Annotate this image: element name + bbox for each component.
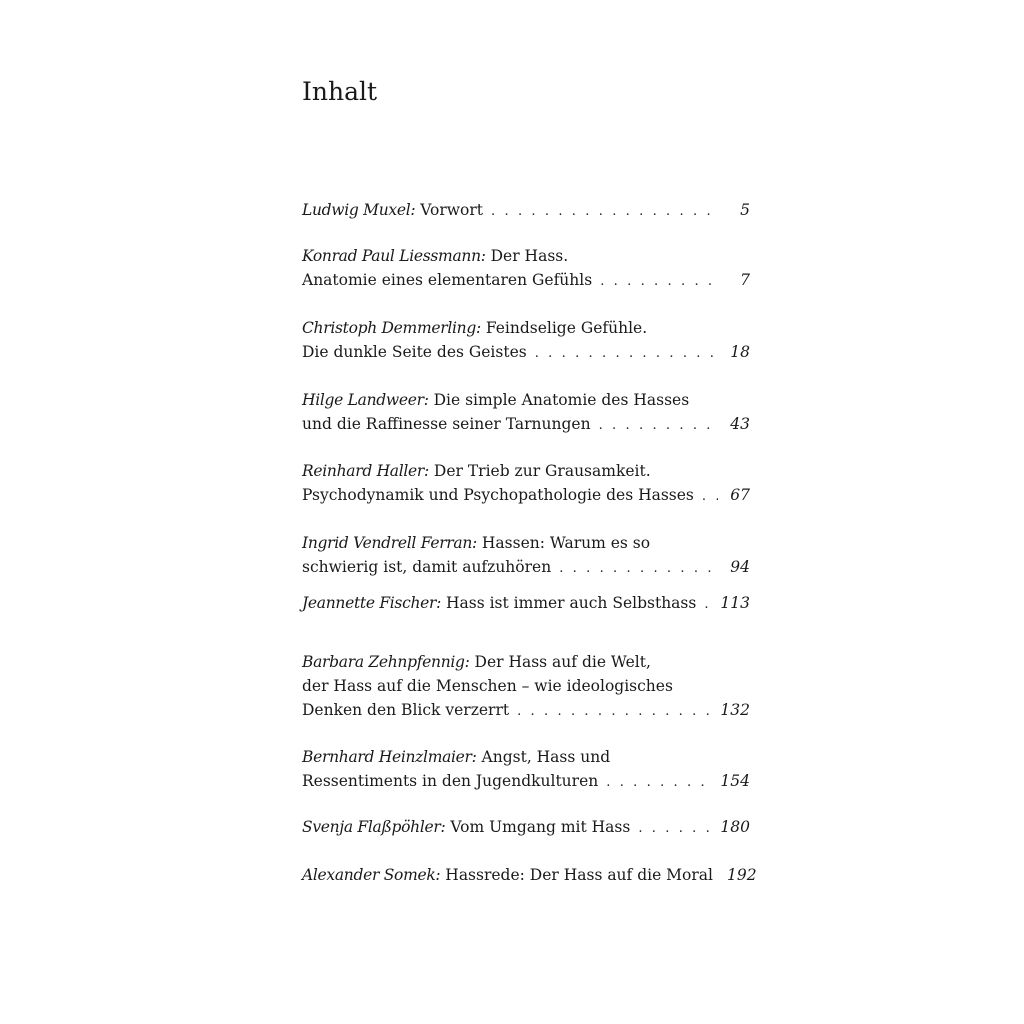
dot-leader xyxy=(638,817,714,841)
toc-entry[interactable] xyxy=(302,591,750,615)
toc-title: Psychodynamik und Psychopathologie des Hasses xyxy=(302,486,694,504)
toc-entry-line xyxy=(302,674,750,698)
toc-entry-line xyxy=(302,745,750,769)
toc-entry[interactable] xyxy=(302,863,757,887)
toc-entry[interactable] xyxy=(302,745,750,793)
toc-entry-line xyxy=(302,388,750,412)
toc-entry-line xyxy=(302,483,750,507)
toc-entry-line xyxy=(302,555,750,579)
toc-author: Ingrid Vendrell Ferran: xyxy=(302,534,477,552)
toc-page-number: 43 xyxy=(730,415,750,433)
toc-entry[interactable] xyxy=(302,459,750,507)
toc-entry-line xyxy=(302,698,750,722)
toc-title: schwierig ist, damit aufzuhören xyxy=(302,558,552,576)
dot-leader xyxy=(702,485,718,509)
toc-entry-line xyxy=(302,815,750,839)
dot-leader xyxy=(704,593,714,617)
toc-entry-line xyxy=(302,459,750,483)
toc-author: Alexander Somek: xyxy=(302,866,441,884)
toc-entry[interactable] xyxy=(302,650,750,722)
toc-title: Hassrede: Der Hass auf die Moral xyxy=(445,866,713,884)
toc-entry-line xyxy=(302,244,750,268)
toc-title: Die dunkle Seite des Geistes xyxy=(302,343,527,361)
toc-title: Ressentiments in den Jugendkulturen xyxy=(302,772,599,790)
toc-author: Konrad Paul Liessmann: xyxy=(302,247,486,265)
toc-entry[interactable] xyxy=(302,531,750,579)
toc-author: Reinhard Haller: xyxy=(302,462,429,480)
toc-entry-line xyxy=(302,198,750,222)
toc-entry[interactable] xyxy=(302,244,750,292)
toc-page-number: 18 xyxy=(730,343,750,361)
toc-entry-line xyxy=(302,316,750,340)
toc-title: und die Raffinesse seiner Tarnungen xyxy=(302,415,591,433)
toc-page-number: 67 xyxy=(730,486,750,504)
toc-page-number: 180 xyxy=(720,818,750,836)
toc-title: Anatomie eines elementaren Gefühls xyxy=(302,271,593,289)
toc-page-number: 5 xyxy=(740,201,750,219)
page-title: Inhalt xyxy=(302,77,378,106)
toc-title: Vom Umgang mit Hass xyxy=(450,818,631,836)
toc-entry[interactable] xyxy=(302,388,750,436)
toc-entry-line xyxy=(302,268,750,292)
toc-title: Der Hass auf die Welt, xyxy=(474,653,651,671)
dot-leader xyxy=(491,200,718,224)
toc-author: Barbara Zehnpfennig: xyxy=(302,653,470,671)
toc-title: der Hass auf die Menschen – wie ideologisches xyxy=(302,677,673,695)
toc-title: Vorwort xyxy=(420,201,484,219)
toc-entry-line xyxy=(302,591,750,615)
toc-title: Hass ist immer auch Selbsthass xyxy=(446,594,697,612)
toc-title: Die simple Anatomie des Hasses xyxy=(433,391,690,409)
dot-leader xyxy=(606,771,714,795)
toc-title: Hassen: Warum es so xyxy=(481,534,651,552)
toc-entry[interactable] xyxy=(302,316,750,364)
toc-title: Der Hass. xyxy=(490,247,569,265)
toc-page-number: 113 xyxy=(720,594,750,612)
toc-entry-line xyxy=(302,650,750,674)
dot-leader xyxy=(600,270,718,294)
toc-entry[interactable] xyxy=(302,815,750,839)
dot-leader xyxy=(559,557,718,581)
toc-title: Der Trieb zur Grausamkeit. xyxy=(433,462,651,480)
toc-entry-line xyxy=(302,863,757,887)
toc-author: Ludwig Muxel: xyxy=(302,201,416,219)
toc-title: Denken den Blick verzerrt xyxy=(302,701,510,719)
toc-page-number: 154 xyxy=(720,772,750,790)
toc-author: Hilge Landweer: xyxy=(302,391,429,409)
toc-page-number: 7 xyxy=(740,271,750,289)
toc-author: Jeannette Fischer: xyxy=(302,594,442,612)
toc-entry-line xyxy=(302,412,750,436)
toc-author: Bernhard Heinzlmaier: xyxy=(302,748,477,766)
toc-author: Christoph Demmerling: xyxy=(302,319,481,337)
toc-entry-line xyxy=(302,769,750,793)
toc-entry-line xyxy=(302,340,750,364)
toc-page-number: 94 xyxy=(730,558,750,576)
toc-entry[interactable] xyxy=(302,198,750,222)
toc-author: Svenja Flaßpöhler: xyxy=(302,818,446,836)
dot-leader xyxy=(535,342,718,366)
toc-page-number: 192 xyxy=(727,866,757,884)
toc-title: Feindselige Gefühle. xyxy=(485,319,648,337)
toc-entry-line xyxy=(302,531,750,555)
dot-leader xyxy=(517,700,714,724)
toc-page-number: 132 xyxy=(720,701,750,719)
dot-leader xyxy=(599,414,718,438)
toc-title: Angst, Hass und xyxy=(481,748,611,766)
